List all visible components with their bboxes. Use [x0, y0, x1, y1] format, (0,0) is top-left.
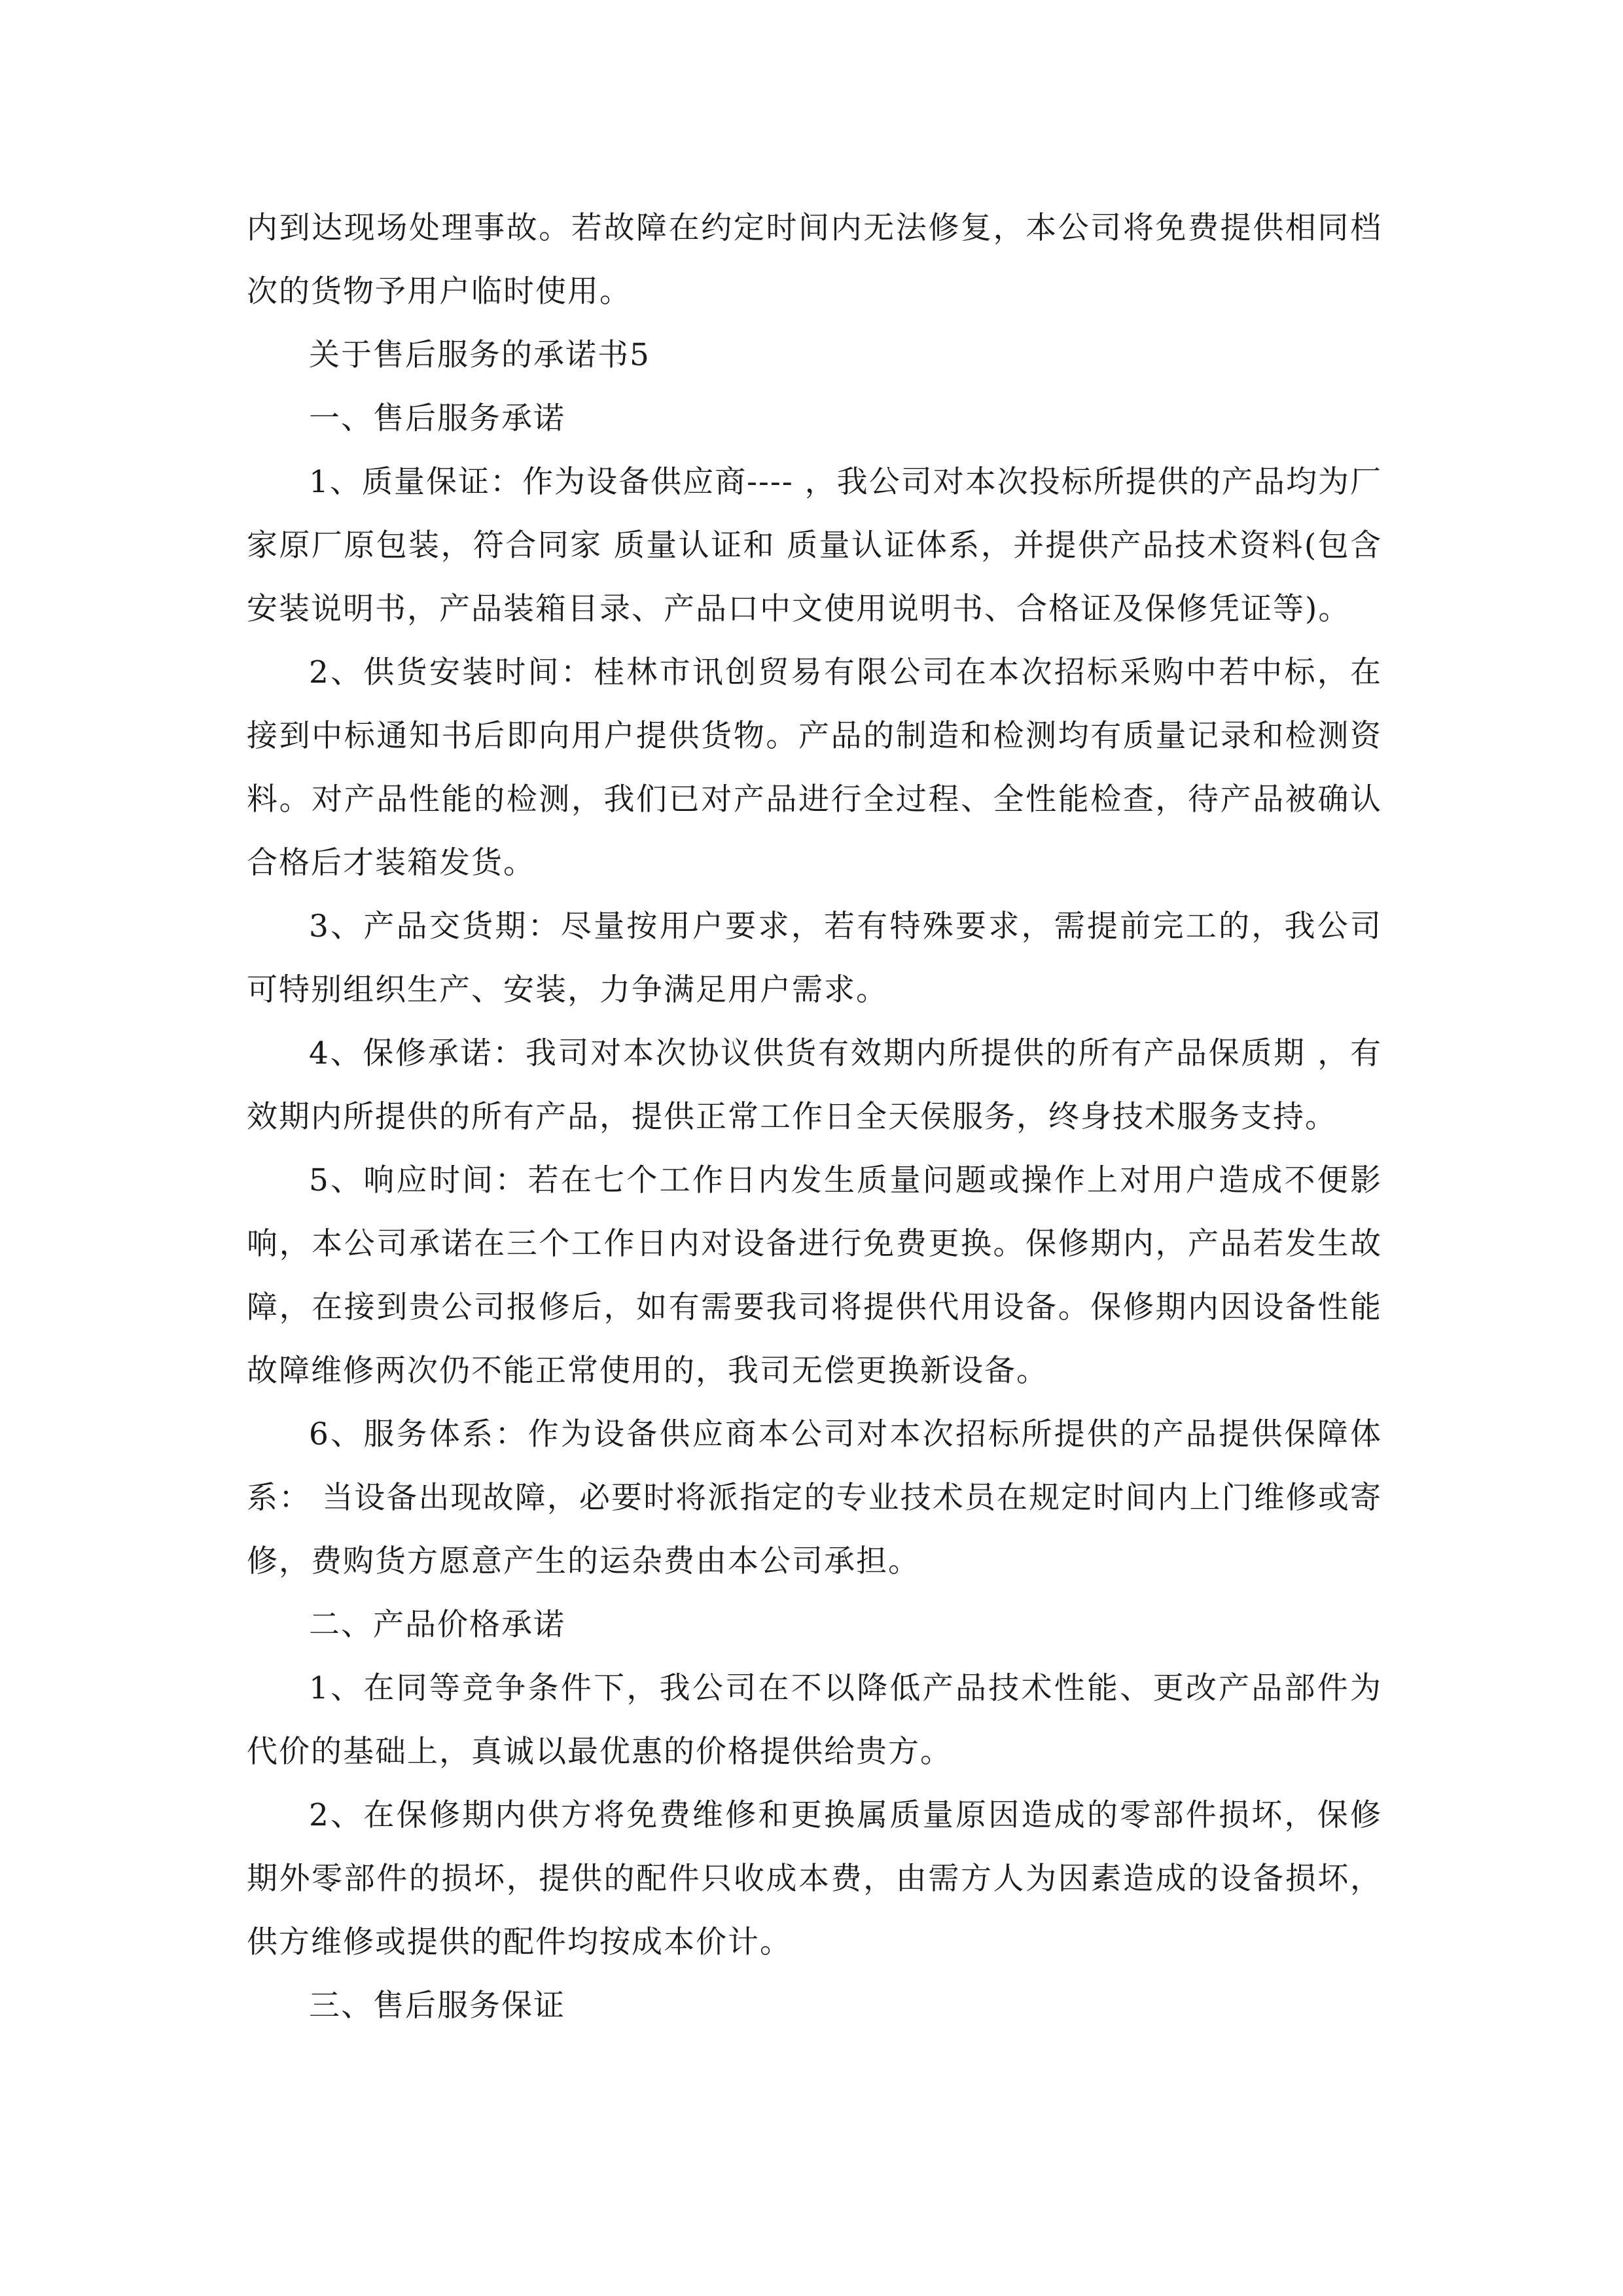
paragraph-response-time: 5、响应时间：若在七个工作日内发生质量问题或操作上对用户造成不便影响，本公司承诺在三个工作日内对设备进行免费更换。保修期内，产品若发生故障，在接到贵公司报修后，如有需要我司将提供代用设备。保修期内因设备性能故障维修两次仍不能正常使用的，我司无偿更换新设备。 [247, 1162, 1382, 1389]
paragraph-delivery-period: 3、产品交货期：尽量按用户要求，若有特殊要求，需提前完工的，我公司可特别组织生产、安装，力争满足用户需求。 [247, 908, 1382, 1008]
paragraph-competitive-price: 1、在同等竞争条件下，我公司在不以降低产品技术性能、更改产品部件为代价的基础上，真诚以最优惠的价格提供给贵方。 [247, 1670, 1382, 1770]
paragraph-warranty-commitment: 4、保修承诺：我司对本次协议供货有效期内所提供的所有产品保质期 ，有效期内所提供的所有产品，提供正常工作日全天侯服务，终身技术服务支持。 [247, 1035, 1382, 1135]
paragraph-service-system: 6、服务体系：作为设备供应商本公司对本次招标所提供的产品提供保障体系： 当设备出现故障，必要时将派指定的专业技术员在规定时间内上门维修或寄修，费购货方愿意产生的运杂费由本公司承担。 [247, 1416, 1382, 1579]
section-heading-after-sales-commitment: 一、售后服务承诺 [309, 401, 565, 437]
paragraph-quality-guarantee: 1、质量保证：作为设备供应商---- ，我公司对本次投标所提供的产品均为厂家原厂原包装，符合同家 质量认证和 质量认证体系，并提供产品技术资料(包含安装说明书，产品装箱目录、产品口中文使用说明书、合格证及保修凭证等)。 [247, 464, 1382, 627]
document-body [247, 196, 1382, 2037]
paragraph-delivery-installation-time: 2、供货安装时间：桂林市讯创贸易有限公司在本次招标采购中若中标，在接到中标通知书后即向用户提供货物。产品的制造和检测均有质量记录和检测资料。对产品性能的检测，我们已对产品进行全过程、全性能检查，待产品被确认合格后才装箱发货。 [247, 655, 1382, 881]
section-heading-after-sales-guarantee: 三、售后服务保证 [309, 1988, 565, 2024]
paragraph-continuation: 内到达现场处理事故。若故障在约定时间内无法修复，本公司将免费提供相同档次的货物予用户临时使用。 [247, 210, 1382, 310]
document-heading: 关于售后服务的承诺书5 [309, 337, 651, 373]
paragraph-warranty-repair-cost: 2、在保修期内供方将免费维修和更换属质量原因造成的零部件损坏，保修期外零部件的损坏，提供的配件只收成本费，由需方人为因素造成的设备损坏，供方维修或提供的配件均按成本价计。 [247, 1797, 1382, 1960]
section-heading-price-commitment: 二、产品价格承诺 [309, 1607, 565, 1643]
